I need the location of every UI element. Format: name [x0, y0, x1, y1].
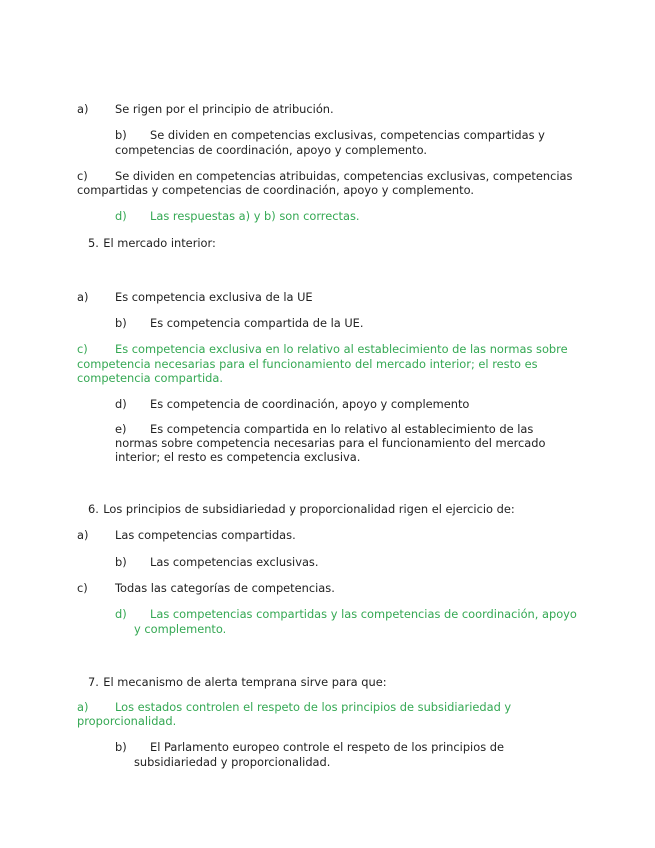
- q5-option-c-continued: [77, 357, 538, 372]
- q6-option-d-correct: [115, 607, 577, 622]
- option-text: competencia compartida.: [77, 371, 223, 385]
- option-text: Todas las categorías de competencias.: [115, 581, 335, 595]
- q5-option-e-continued: [115, 436, 545, 451]
- option-marker: a): [77, 102, 89, 116]
- q5-option-e: [115, 422, 533, 437]
- option-marker: d): [115, 397, 127, 411]
- question-text: El mercado interior:: [103, 236, 216, 250]
- option-text: competencias de coordinación, apoyo y complemento.: [115, 143, 427, 157]
- option-text: Es competencia exclusiva en lo relativo al establecimiento de las normas sobre: [115, 342, 568, 356]
- question-number: 7.: [88, 675, 99, 689]
- option-text: Las respuestas a) y b) son correctas.: [150, 209, 360, 223]
- q4-option-b-continued: [115, 143, 427, 158]
- q7-option-a-correct: [77, 700, 511, 715]
- option-marker: b): [115, 740, 127, 754]
- option-text: Las competencias compartidas y las competencias de coordinación, apoyo: [150, 607, 577, 621]
- option-marker: d): [115, 607, 127, 621]
- q5-option-c-correct: [77, 342, 568, 357]
- question-number: 5.: [88, 236, 99, 250]
- question-text: El mecanismo de alerta temprana sirve para que:: [103, 675, 387, 689]
- question-text: Los principios de subsidiariedad y proporcionalidad rigen el ejercicio de:: [103, 502, 515, 516]
- option-text: Se rigen por el principio de atribución.: [115, 102, 334, 116]
- q4-option-c-continued: [77, 183, 474, 198]
- option-marker: c): [77, 581, 88, 595]
- option-text: El Parlamento europeo controle el respeto de los principios de: [150, 740, 504, 754]
- question-6: [88, 502, 515, 517]
- q6-option-c: [77, 581, 335, 596]
- q4-option-d-correct: [115, 209, 360, 224]
- q6-option-b: [115, 555, 318, 570]
- question-number: 6.: [88, 502, 99, 516]
- q6-option-a: [77, 528, 296, 543]
- q4-option-c: [77, 169, 572, 184]
- question-7: [88, 675, 387, 690]
- option-marker: b): [115, 316, 127, 330]
- q5-option-a: [77, 290, 313, 305]
- q5-option-d: [115, 397, 469, 412]
- option-text: Se dividen en competencias exclusivas, competencias compartidas y: [150, 128, 545, 142]
- q6-option-d-continued: [134, 622, 226, 637]
- q7-option-a-continued: [77, 714, 176, 729]
- option-marker: a): [77, 290, 89, 304]
- option-text: Es competencia de coordinación, apoyo y complemento: [150, 397, 470, 411]
- option-marker: a): [77, 528, 89, 542]
- option-text: compartidas y competencias de coordinación, apoyo y complemento.: [77, 183, 474, 197]
- option-text: Es competencia compartida en lo relativo al establecimiento de las: [150, 422, 534, 436]
- option-marker: c): [77, 169, 88, 183]
- option-text: Las competencias compartidas.: [115, 528, 296, 542]
- q5-option-b: [115, 316, 364, 331]
- q4-option-a: [77, 102, 334, 117]
- q7-option-b-continued: [134, 755, 330, 770]
- option-text: Es competencia compartida de la UE.: [150, 316, 364, 330]
- option-marker: e): [115, 422, 127, 436]
- question-5: [88, 236, 216, 251]
- option-marker: d): [115, 209, 127, 223]
- q7-option-b: [115, 740, 504, 755]
- option-text: proporcionalidad.: [77, 714, 177, 728]
- option-marker: b): [115, 128, 127, 142]
- q5-option-c-continued: [77, 371, 223, 386]
- option-marker: c): [77, 342, 88, 356]
- q5-option-e-continued: [115, 450, 360, 465]
- option-text: Se dividen en competencias atribuidas, competencias exclusivas, competencias: [115, 169, 573, 183]
- option-text: Los estados controlen el respeto de los principios de subsidiariedad y: [115, 700, 512, 714]
- option-text: interior; el resto es competencia exclusiva.: [115, 450, 361, 464]
- option-marker: b): [115, 555, 127, 569]
- option-text: subsidiariedad y proporcionalidad.: [134, 755, 331, 769]
- option-text: Es competencia exclusiva de la UE: [115, 290, 313, 304]
- option-marker: a): [77, 700, 89, 714]
- option-text: competencia necesarias para el funcionamiento del mercado interior; el resto es: [77, 357, 538, 371]
- option-text: normas sobre competencia necesarias para el funcionamiento del mercado: [115, 436, 546, 450]
- q4-option-b: [115, 128, 545, 143]
- option-text: Las competencias exclusivas.: [150, 555, 319, 569]
- option-text: y complemento.: [134, 622, 227, 636]
